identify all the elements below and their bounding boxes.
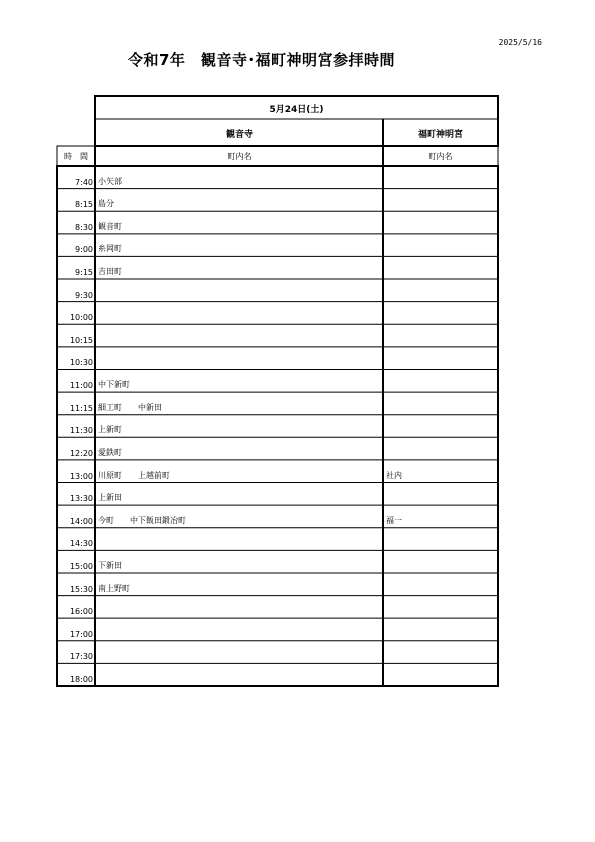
shinmei-column-header: 福町神明宮 [417, 129, 463, 140]
kannon-town-cell: 中下新町 [98, 380, 130, 390]
schedule-row [57, 392, 498, 415]
schedule-row [57, 437, 498, 460]
time-cell: 10:15 [69, 335, 93, 345]
shinmei-town-cell [384, 166, 498, 189]
time-cell: 15:00 [69, 561, 93, 571]
time-cell: 11:00 [69, 381, 93, 391]
kannon-town-cell: 今町 中下飯田鍛冶町 [98, 515, 186, 525]
schedule-row [57, 460, 498, 483]
kannon-town-cell: 観音町 [98, 221, 122, 231]
shinmei-town-cell [384, 392, 498, 415]
kannon-column-header: 観音寺 [225, 129, 253, 140]
schedule-row [57, 234, 498, 257]
schedule-row [57, 166, 498, 189]
shinmei-town-cell [384, 279, 498, 302]
schedule-row [57, 211, 498, 234]
print-date: 2025/5/16 [498, 38, 542, 47]
time-cell: 12:20 [69, 448, 93, 458]
page-title: 令和7年 観音寺･福町神明宮参拝時間 [128, 51, 395, 69]
time-column-label: 時 間 [64, 152, 88, 161]
kannon-town-cell: 上新町 [98, 425, 122, 435]
kannon-town-cell: 細工町 中新田 [98, 402, 162, 412]
schedule-row [57, 505, 498, 528]
shinmei-town-cell [384, 302, 498, 325]
shinmei-town-cell [384, 641, 498, 664]
shinmei-town-cell [384, 324, 498, 347]
schedule-row [57, 641, 498, 664]
schedule-row [57, 550, 498, 573]
schedule-row [57, 618, 498, 641]
shinmei-town-cell [384, 415, 498, 438]
shinmei-town-cell [384, 663, 498, 686]
schedule-row [57, 573, 498, 596]
schedule-row [57, 279, 498, 302]
time-cell: 17:30 [69, 652, 93, 662]
kannon-town-cell [96, 324, 382, 347]
kannon-town-cell [96, 528, 382, 551]
schedule-row [57, 528, 498, 551]
schedule-row [57, 189, 498, 212]
time-cell: 10:00 [69, 313, 93, 323]
schedule-row [57, 415, 498, 438]
kannon-town-cell: 小矢部 [98, 176, 122, 186]
kannon-town-cell [96, 618, 382, 641]
shinmei-town-cell [384, 437, 498, 460]
shinmei-town-cell [384, 528, 498, 551]
time-cell: 11:15 [69, 403, 93, 413]
kannon-town-cell: 島分 [98, 199, 114, 209]
time-cell: 13:30 [69, 494, 93, 504]
time-cell: 11:30 [69, 426, 93, 436]
schedule-row [57, 596, 498, 619]
schedule-row [57, 347, 498, 370]
schedule-row [57, 369, 498, 392]
shinmei-town-cell [384, 550, 498, 573]
kannon-town-cell [96, 641, 382, 664]
kannon-town-cell [96, 347, 382, 370]
time-cell: 9:15 [75, 268, 93, 278]
time-cell: 13:00 [69, 471, 93, 481]
shinmei-town-cell: 社内 [386, 470, 402, 480]
shinmei-town-cell [384, 256, 498, 279]
kannon-town-label: 町内名 [227, 152, 252, 161]
kannon-town-cell: 愛鉄町 [98, 447, 122, 457]
time-cell: 9:00 [75, 245, 93, 255]
time-cell: 16:00 [69, 607, 93, 617]
shinmei-town-cell [384, 234, 498, 257]
time-cell: 15:30 [69, 584, 93, 594]
shinmei-town-cell [384, 483, 498, 506]
time-cell: 9:30 [75, 290, 93, 300]
shinmei-town-cell [384, 369, 498, 392]
shinmei-town-label: 町内名 [428, 152, 453, 161]
schedule-row [57, 256, 498, 279]
kannon-town-cell [96, 596, 382, 619]
time-cell: 7:40 [75, 177, 93, 187]
schedule-row [57, 483, 498, 506]
shinmei-town-cell [384, 211, 498, 234]
kannon-town-cell: 上新田 [98, 493, 122, 503]
time-cell: 14:30 [69, 539, 93, 549]
schedule-row [57, 663, 498, 686]
shinmei-town-cell [384, 189, 498, 212]
shinmei-town-cell [384, 618, 498, 641]
kannon-town-cell: 川原町 上越前町 [98, 470, 170, 480]
shinmei-town-cell [384, 596, 498, 619]
kannon-town-cell: 糸岡町 [98, 244, 122, 254]
kannon-town-cell: 南上野町 [98, 583, 130, 593]
day-header: 5月24日(土) [269, 104, 324, 115]
kannon-town-cell [96, 279, 382, 302]
time-cell: 8:15 [75, 200, 93, 210]
schedule-row [57, 302, 498, 325]
kannon-town-cell: 吉田町 [98, 267, 122, 277]
shinmei-town-cell [384, 347, 498, 370]
time-cell: 14:00 [69, 516, 93, 526]
time-cell: 8:30 [75, 222, 93, 232]
kannon-town-cell [96, 663, 382, 686]
time-cell: 10:30 [69, 358, 93, 368]
schedule-row [57, 324, 498, 347]
shinmei-town-cell: 福一 [386, 515, 402, 525]
kannon-town-cell [96, 302, 382, 325]
time-cell: 17:00 [69, 629, 93, 639]
shinmei-town-cell [384, 573, 498, 596]
time-cell: 18:00 [69, 674, 93, 684]
kannon-town-cell: 下新田 [98, 560, 122, 570]
